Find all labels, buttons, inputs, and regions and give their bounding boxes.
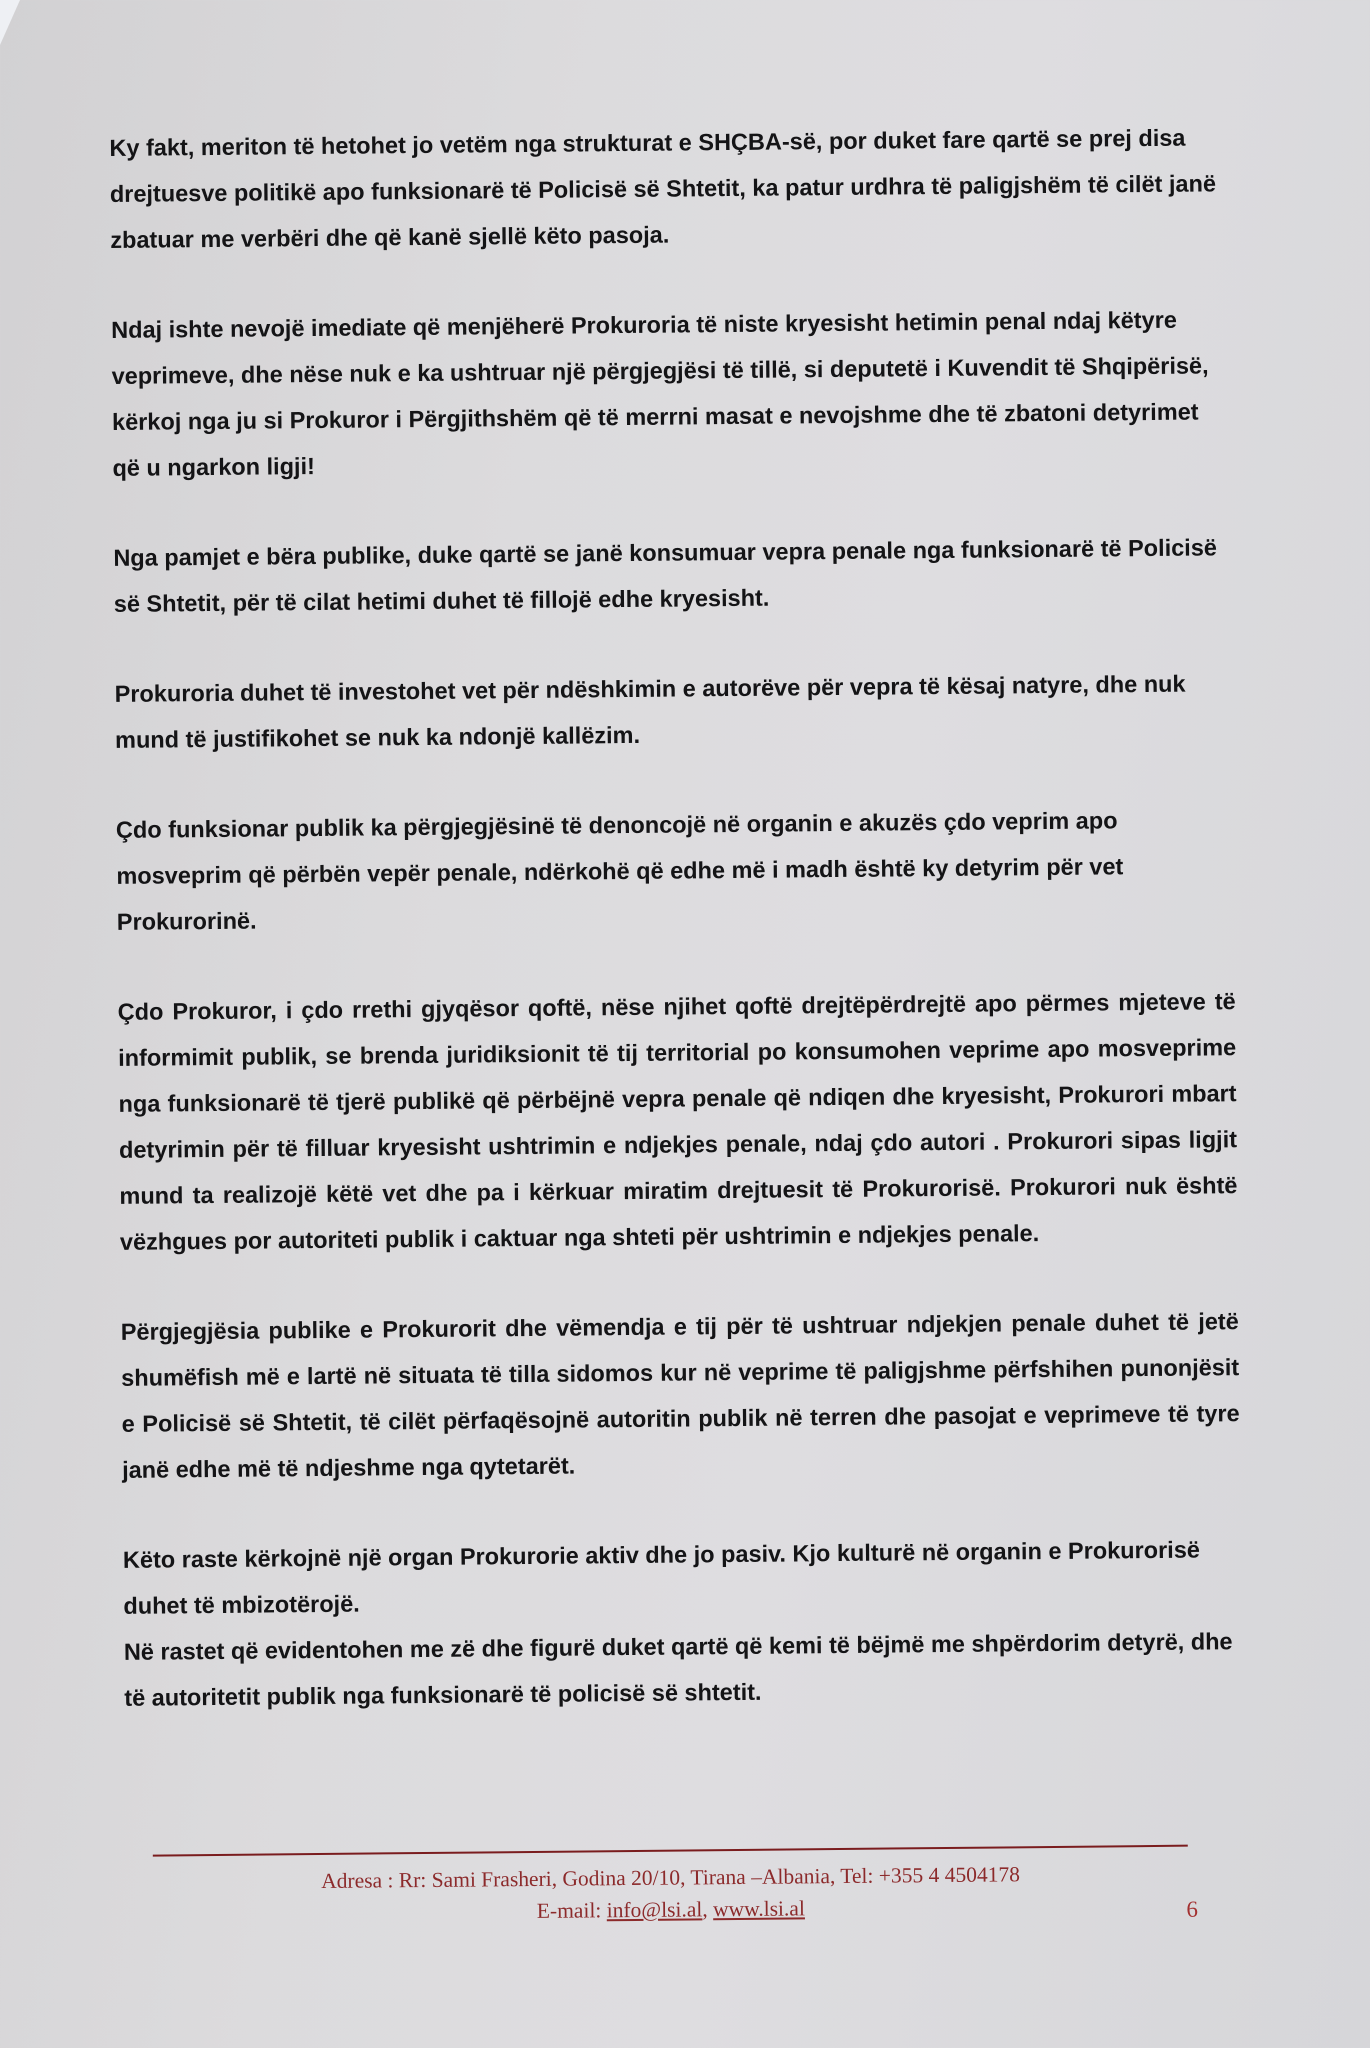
document-body	[109, 114, 1243, 1765]
footer-divider	[153, 1845, 1188, 1857]
paragraph-9: Në rastet që evidentohen me zë dhe figurë duket qartë që kemi të bëjmë me shpërdorim detyrë, dhe të autoritetit publik nga funksionarë të policisë së shtetit.	[123, 1628, 1233, 1711]
paragraph-7: Përgjegjësia publike e Prokurorit dhe vëmendja e tij për të ushtruar ndjekjen penale duhet të jetë shumëfish më e lartë në situata të tilla sidomos kur në veprime të paligjshme përfshihen punonjësit e Policisë së Shtetit, të cilët përfaqësojnë autoritin publik në terren dhe pasojat e veprimeve të tyre janë edhe më të ndjeshme nga qytetarët.	[120, 1308, 1240, 1483]
paragraph-8: Këto raste kërkojnë një organ Prokurorie aktiv dhe jo pasiv. Kjo kulturë në organin e Prokurorisë duhet të mbizotërojë.	[122, 1536, 1201, 1619]
paragraph-5: Çdo funksionar publik ka përgjegjësinë të denoncojë në organin e akuzës çdo veprim apo mosveprim që përbën vepër penale, ndërkohë që edhe më i madh është ky detyrim për vet Prokurorinë.	[115, 807, 1124, 935]
email-label: E-mail:	[536, 1898, 602, 1923]
paragraph-1: Ky fakt, meriton të hetohet jo vetëm nga strukturat e SHÇBA-së, por duket fare qartë se prej disa drejtuesve politikë apo funksionarë të Policisë së Shtetit, ka patur urdhra të paligjshëm të cilët janë zbatuar me verbëri dhe që kanë sjellë këto pasoja.	[109, 124, 1217, 253]
paragraph-4: Prokuroria duhet të investohet vet për ndëshkimin e autorëve për vepra të kësaj natyre, dhe nuk mund të justifikohet se nuk ka ndonjë kallëzim.	[114, 670, 1186, 753]
page-number: 6	[1186, 1896, 1199, 1922]
footer-address: Adresa : Rr: Sami Frasheri, Godina 20/10, Tirana –Albania, Tel: +355 4 4504178	[321, 1862, 1021, 1894]
paragraph-3: Nga pamjet e bëra publike, duke qartë se janë konsumuar vepra penale nga funksionarë të Policisë së Shtetit, për të cilat hetimi duhet të fillojë edhe kryesisht.	[113, 534, 1218, 617]
website-link[interactable]: www.lsi.al	[712, 1896, 805, 1922]
paragraph-2: Ndaj ishte nevojë imediate që menjëherë Prokuroria të niste kryesisht hetimin penal ndaj këtyre veprimeve, dhe nëse nuk e ka ushtruar një përgjegjësi të tillë, si deputetë i Kuvendit të Shqipërisë, kërkoj nga ju si Prokuror i Përgjithshëm që të merrni masat e nevojshme dhe të zbatoni detyrimet që u ngarkon ligji!	[111, 306, 1209, 481]
email-link[interactable]: info@lsi.al	[606, 1897, 703, 1923]
contact-separator: ,	[702, 1897, 708, 1922]
footer	[153, 1857, 1189, 1931]
paragraph-6: Çdo Prokuror, i çdo rrethi gjyqësor qoftë, nëse njihet qoftë drejtëpërdrejtë apo përmes mjeteve të informimit publik, se brenda juridiksionit të tij territorial po konsumohen veprime apo mosveprime nga funksionarë të tjerë publikë që përbëjnë vepra penale që ndiqen dhe kryesisht, Prokurori mbart detyrimin për të filluar kryesisht ushtrimin e ndjekjes penale, ndaj çdo autori . Prokurori sipas ligjit mund ta realizojë këtë vet dhe pa i kërkuar miratim drejtuesit të Prokurorisë. Prokurori nuk është vëzhgues por autoriteti publik i caktuar nga shteti për ushtrimin e ndjekjes penale.	[117, 988, 1238, 1255]
